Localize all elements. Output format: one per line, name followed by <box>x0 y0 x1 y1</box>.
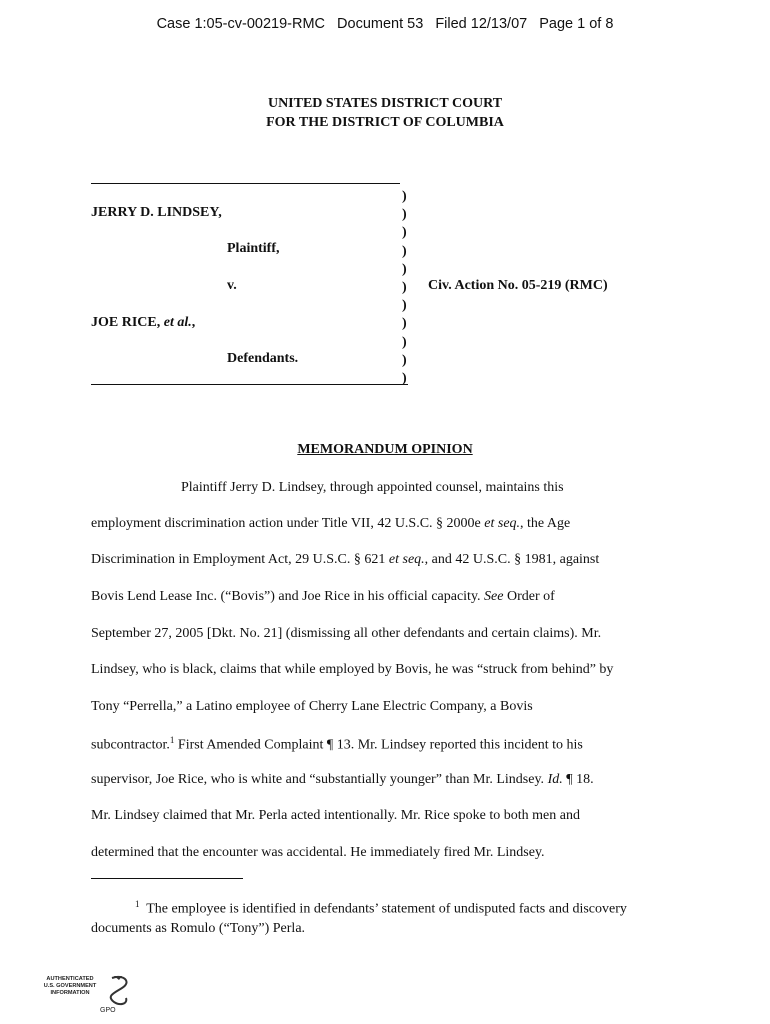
text-run-italic: Id. <box>547 772 563 787</box>
caption-bottom-rule <box>91 384 408 385</box>
footnote-text: The employee is identified in defendants’ statement of undisputed facts and discovery documents as Romulo (“Tony”) Perla. <box>91 901 627 936</box>
footnote-marker: 1 <box>135 899 140 909</box>
paren: ) <box>402 261 407 277</box>
page-indicator: Page 1 of 8 <box>539 16 614 32</box>
gpo-text-3: INFORMATION <box>50 990 90 996</box>
body-line: Lindsey, who is black, claims that while employed by Bovis, he was “struck from behind” by <box>91 662 614 677</box>
court-name <box>0 94 770 132</box>
paren: ) <box>402 189 407 204</box>
gpo-authenticated-logo <box>40 972 140 1016</box>
text-run: supervisor, Joe Rice, who is white and “substantially younger” than Mr. Lindsey. <box>91 772 548 787</box>
text-run-italic: et seq. <box>388 552 425 567</box>
plaintiff-role: Plaintiff, <box>227 241 280 256</box>
footnote-rule <box>91 878 243 879</box>
text-run: , and 42 U.S.C. § 1981, against <box>424 552 600 567</box>
gpo-text-1: AUTHENTICATED <box>46 976 94 982</box>
filed-date: Filed 12/13/07 <box>435 16 528 32</box>
civil-action-number: Civ. Action No. 05-219 (RMC) <box>428 278 608 293</box>
defendant-name-text: JOE RICE, <box>91 315 161 330</box>
case-header <box>0 16 770 32</box>
text-run: employment discrimination action under Title VII, 42 U.S.C. § 2000e <box>91 516 485 531</box>
defendant-etal: et al. <box>163 315 192 330</box>
body-line <box>91 589 555 605</box>
paren: ) <box>402 352 407 368</box>
footnote <box>91 895 691 938</box>
paren: ) <box>402 225 407 241</box>
document-number: Document 53 <box>337 16 424 32</box>
gpo-mark: GPO <box>100 1007 116 1014</box>
text-run-italic: et seq. <box>484 516 521 531</box>
paren: ) <box>402 243 407 259</box>
defendant-role: Defendants. <box>227 351 299 366</box>
text-run: Bovis Lend Lease Inc. (“Bovis”) and Joe Rice in his official capacity. <box>91 589 485 604</box>
body-line <box>91 516 570 532</box>
caption-top-rule <box>91 183 400 184</box>
paren: ) <box>402 207 407 223</box>
gpo-seal-icon <box>40 972 140 1016</box>
case-number: Case 1:05-cv-00219-RMC <box>156 16 325 32</box>
text-run: Discrimination in Employment Act, 29 U.S.C. § 621 <box>91 552 389 567</box>
text-run: , the Age <box>520 516 571 531</box>
gpo-text-2: U.S. GOVERNMENT <box>43 983 97 989</box>
paren: ) <box>402 298 407 314</box>
body-line <box>91 552 599 568</box>
plaintiff-name: JERRY D. LINDSEY, <box>91 205 222 220</box>
versus: v. <box>227 278 237 293</box>
text-run: Order of <box>503 589 555 604</box>
paren: ) <box>402 316 407 332</box>
text-run: First Amended Complaint ¶ 13. Mr. Lindsey reported this incident to his <box>174 737 583 753</box>
body-line: Plaintiff Jerry D. Lindsey, through appointed counsel, maintains this <box>181 480 564 495</box>
defendant-comma: , <box>191 315 196 330</box>
court-line-1: UNITED STATES DISTRICT COURT <box>267 96 503 111</box>
body-line <box>91 735 583 754</box>
paren: ) <box>402 371 407 387</box>
text-run: ¶ 18. <box>562 772 594 787</box>
body-line: determined that the encounter was accidental. He immediately fired Mr. Lindsey. <box>91 845 545 860</box>
court-line-2: FOR THE DISTRICT OF COLUMBIA <box>266 115 504 130</box>
body-line <box>91 772 594 788</box>
paren: ) <box>402 280 407 296</box>
body-line: Tony “Perrella,” a Latino employee of Cherry Lane Electric Company, a Bovis <box>91 699 533 714</box>
body-line: September 27, 2005 [Dkt. No. 21] (dismissing all other defendants and certain claims). Mr. <box>91 626 602 641</box>
paren: ) <box>402 334 407 350</box>
caption-paren-column <box>402 188 407 388</box>
defendant-name <box>91 315 195 331</box>
text-run: subcontractor. <box>91 737 170 753</box>
footnote-ref[interactable]: 1 <box>169 735 175 745</box>
text-run-italic: See <box>484 589 504 604</box>
body-line: Mr. Lindsey claimed that Mr. Perla acted intentionally. Mr. Rice spoke to both men and <box>91 808 580 823</box>
memo-title: MEMORANDUM OPINION <box>297 442 473 457</box>
